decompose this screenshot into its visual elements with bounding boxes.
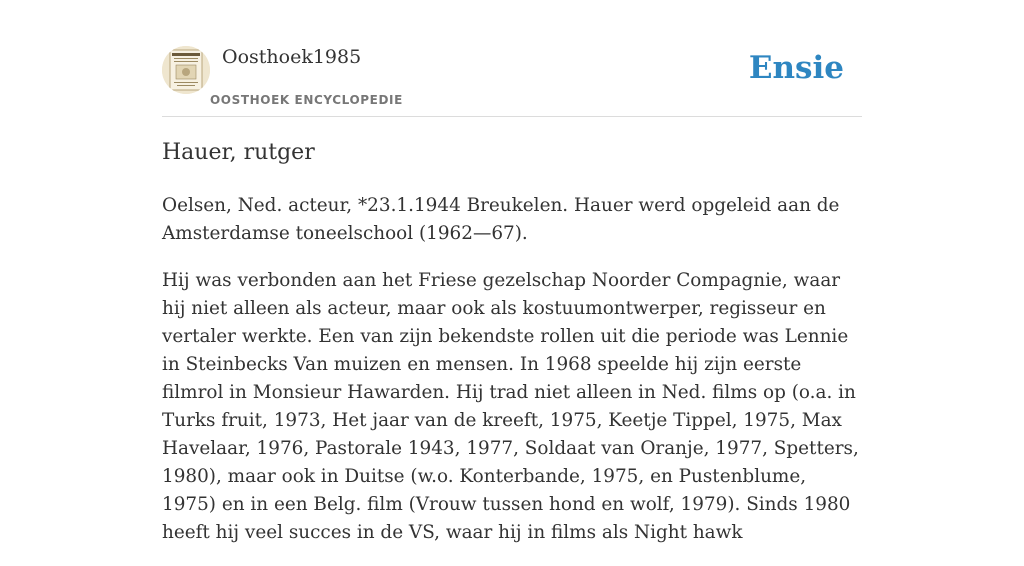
article-body: [162, 192, 862, 566]
paragraph: Oelsen, Ned. acteur, *23.1.1944 Breukelen. Hauer werd opgeleid aan de Amsterdamse toneelschool (1962—67).: [162, 195, 840, 244]
encyclopedia-cover-icon[interactable]: [162, 46, 210, 94]
source-label: OOSTHOEK ENCYCLOPEDIE: [210, 93, 403, 107]
brand-logo[interactable]: Ensie: [748, 50, 844, 86]
article-header: [162, 44, 862, 117]
author-name[interactable]: Oosthoek1985: [222, 46, 362, 68]
page-title: Hauer, rutger: [162, 140, 315, 165]
paragraph: Hij was verbonden aan het Friese gezelschap Noorder Compagnie, waar hij niet alleen als acteur, maar ook als kostuumontwerper, regisseur en vertaler werkte. Een van zijn bekendste rollen uit die periode was Lennie in Steinbecks Van muizen en mensen. In 1968 speelde hij zijn eerste filmrol in Monsieur Hawarden. Hij trad niet alleen in Ned. films op (o.a. in Turks fruit, 1973, Het jaar van de kreeft, 1975, Keetje Tippel, 1975, Max Havelaar, 1976, Pastorale 1943, 1977, Soldaat van Oranje, 1977, Spetters, 1980), maar ook in Duitse (w.o. Konterbande, 1975, en Pustenblume, 1975) en in een Belg. film (Vrouw tussen hond en wolf, 1979). Sinds 1980 heeft hij veel succes in de VS, waar hij in films als Night hawk: [162, 270, 859, 543]
